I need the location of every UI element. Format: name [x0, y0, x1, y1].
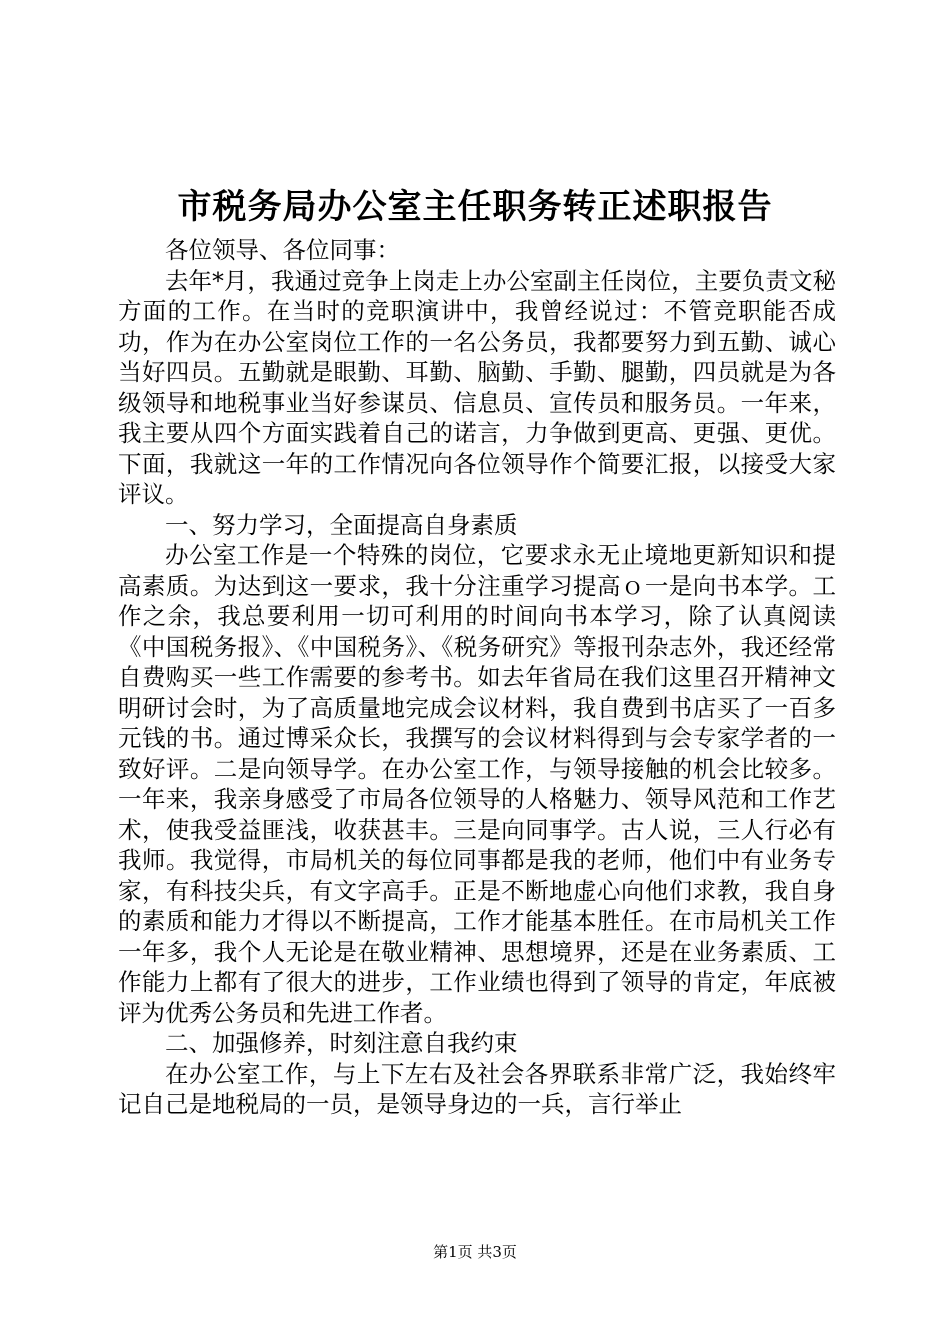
section-heading-1: 一、努力学习，全面提高自身素质	[165, 510, 518, 539]
paragraph-intro: 去年*月，我通过竞争上岗走上办公室副主任岗位，主要负责文秘方面的工作。在当时的竞职演讲中，我曾经说过：不管竞职能否成功，作为在办公室岗位工作的一名公务员，我都要努力到五勤、诚心当好四员。五勤就是眼勤、耳勤、脑勤、手勤、腿勤，四员就是为各级领导和地税事业当好参谋员、信息员、宣传员和服务员。一年来，我主要从四个方面实践着自己的诺言，力争做到更高、更强、更优。下面，我就这一年的工作情况向各位领导作个简要汇报，以接受大家评议。	[118, 266, 836, 508]
section-heading-2: 二、加强修养，时刻注意自我约束	[165, 1029, 518, 1057]
salutation: 各位领导、各位同事：	[165, 236, 400, 264]
document-body	[118, 235, 836, 1120]
paragraph-conduct: 在办公室工作，与上下左右及社会各界联系非常广泛，我始终牢记自己是地税局的一员，是领导身边的一兵，言行举止	[118, 1059, 836, 1118]
document-title: 市税务局办公室主任职务转正述职报告	[177, 187, 773, 227]
page-number: 第1页 共3页	[433, 1243, 517, 1261]
paragraph-study: 办公室工作是一个特殊的岗位，它要求永无止境地更新知识和提高素质。为达到这一要求，我十分注重学习提高ｏ一是向书本学。工作之余，我总要利用一切可利用的时间向书本学习，除了认真阅读《中国税务报》、《中国税务》、《税务研究》等报刊杂志外，我还经常自费购买一些工作需要的参考书。如去年省局在我们这里召开精神文明研讨会时，为了高质量地完成会议材料，我自费到书店买了一百多元钱的书。通过博采众长，我撰写的会议材料得到与会专家学者的一致好评。二是向领导学。在办公室工作，与领导接触的机会比较多。一年来，我亲身感受了市局各位领导的人格魅力、领导风范和工作艺术，使我受益匪浅，收获甚丰。三是向同事学。古人说，三人行必有我师。我觉得，市局机关的每位同事都是我的老师，他们中有业务专家，有科技尖兵，有文字高手。正是不断地虚心向他们求教，我自身的素质和能力才得以不断提高，工作才能基本胜任。在市局机关工作一年多，我个人无论是在敬业精神、思想境界，还是在业务素质、工作能力上都有了很大的进步，工作业绩也得到了领导的肯定，年底被评为优秀公务员和先进工作者。	[118, 541, 836, 1027]
